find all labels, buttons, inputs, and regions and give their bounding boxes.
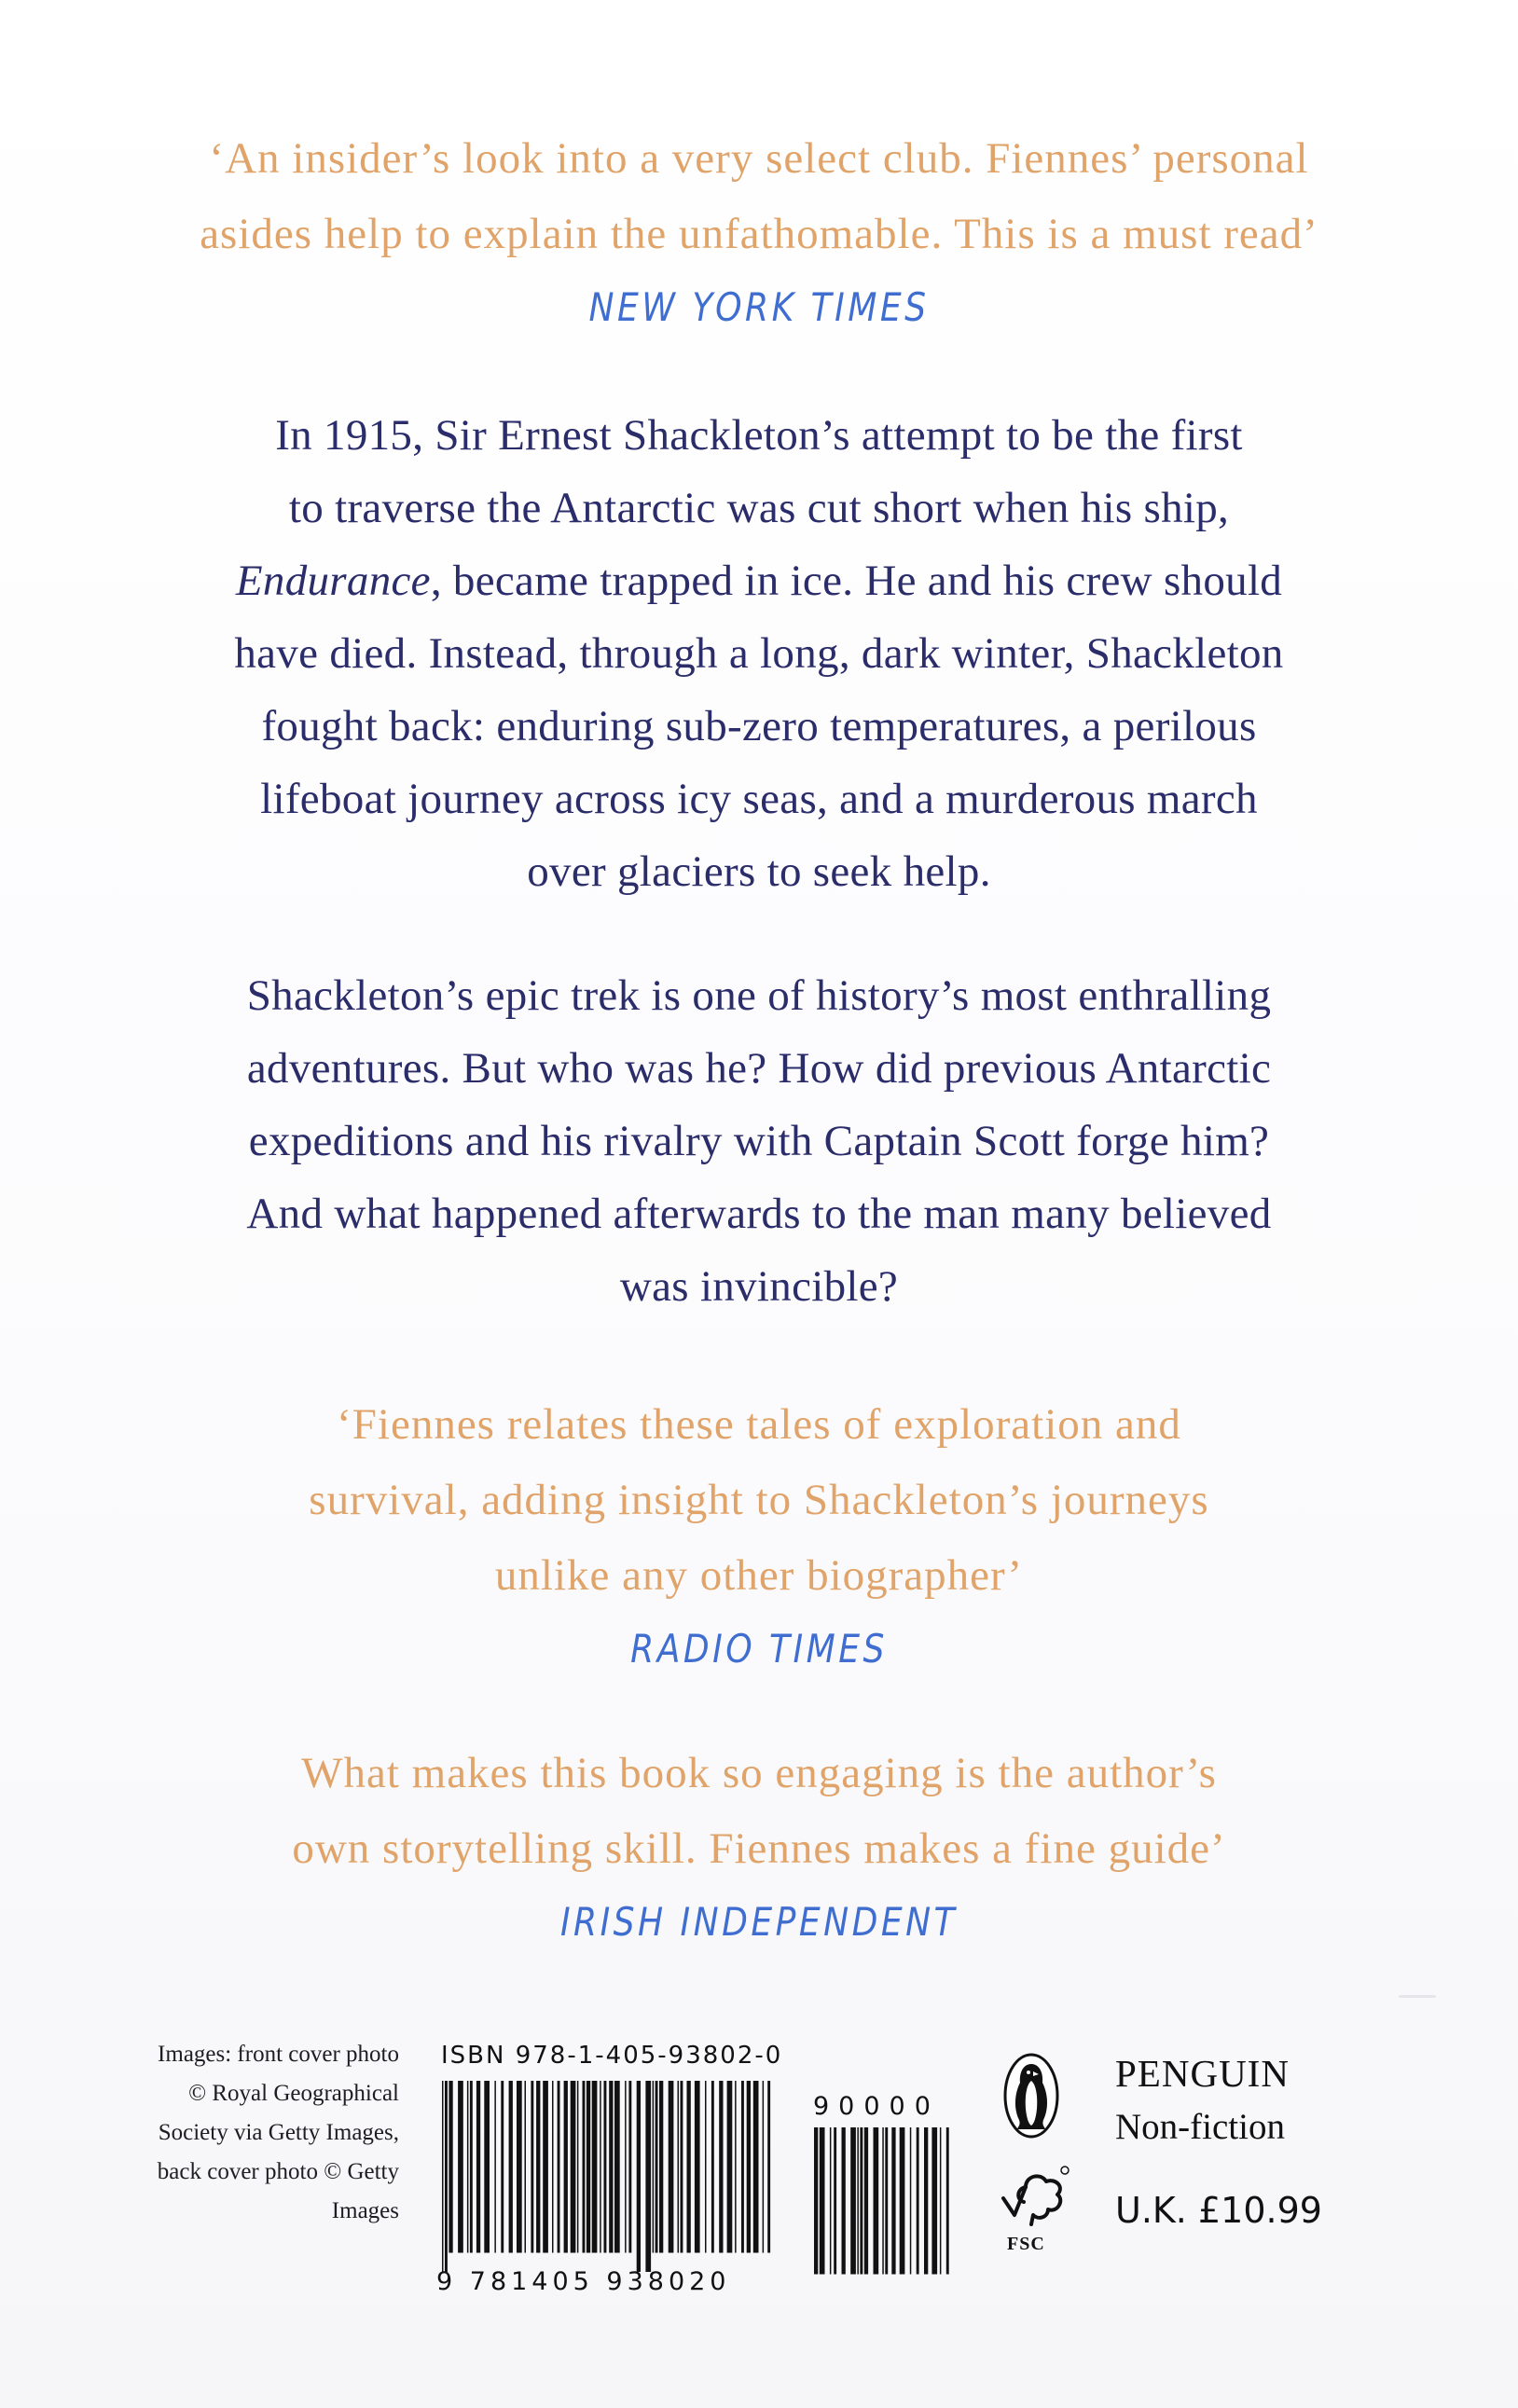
barcode-bar (442, 2081, 444, 2272)
barcode-bar (586, 2081, 590, 2253)
credit-line: Images (331, 2198, 399, 2223)
barcode-bar (484, 2081, 490, 2253)
barcode-bar (470, 2081, 473, 2253)
barcode-bar (448, 2081, 452, 2253)
barcode-bar (476, 2081, 480, 2253)
review-quote-nyt (0, 121, 1518, 343)
blurb-line: Shackleton’s epic trek is one of history’s most enthralling (246, 971, 1272, 1020)
barcode-bar (531, 2081, 533, 2253)
barcode-bar (494, 2081, 496, 2253)
barcode-bar (645, 2081, 651, 2272)
blurb-line: to traverse the Antarctic was cut short when his ship, (288, 484, 1230, 532)
blurb-line: In 1915, Sir Ernest Shackleton’s attempt to be the first (275, 411, 1243, 460)
fsc-label: FSC (1007, 2234, 1045, 2254)
quote-source: NEW YORK TIMES (588, 284, 930, 330)
barcode-bar (940, 2127, 942, 2275)
ship-name: Endurance (235, 557, 431, 605)
blurb-paragraph-2 (0, 959, 1518, 1323)
barcode-bar (753, 2081, 759, 2253)
barcode-bar (501, 2081, 504, 2253)
blurb-line: have died. Instead, through a long, dark winter, Shackleton (234, 629, 1284, 678)
barcode-bar (727, 2081, 733, 2253)
credit-line: © Royal Geographical (188, 2081, 399, 2106)
barcode-bar (659, 2081, 663, 2253)
barcode-bar (558, 2081, 560, 2253)
publisher-name: PENGUIN (1115, 2052, 1290, 2095)
barcode-bar (850, 2127, 856, 2275)
blurb-line: was invincible? (619, 1262, 899, 1311)
penguin-logo-icon (1002, 2053, 1060, 2139)
barcode-bar (678, 2081, 680, 2253)
barcode-bar (711, 2081, 714, 2253)
barcode-bar (874, 2127, 879, 2275)
blurb-line: And what happened afterwards to the man many believed (246, 1190, 1272, 1238)
blurb-line (0, 544, 1518, 617)
book-category: Non-fiction (1115, 2107, 1285, 2147)
barcode-bar (681, 2081, 683, 2253)
isbn-barcode (438, 2081, 774, 2272)
credit-line: Society via Getty Images, (158, 2120, 399, 2145)
barcode-bar (552, 2081, 554, 2253)
barcode-bar (891, 2127, 895, 2275)
barcode-bar (445, 2081, 448, 2272)
credit-line: back cover photo © Getty (157, 2159, 399, 2184)
barcode-bar (614, 2081, 620, 2253)
barcode-bar (834, 2127, 836, 2275)
blurb-line: lifeboat journey across icy seas, and a murderous march (260, 775, 1258, 823)
blurb-line: over glaciers to seek help. (527, 847, 991, 896)
isbn-label: ISBN 978-1-405-93802-0 (441, 2042, 783, 2070)
blurb-line: adventures. But who was he? How did previous Antarctic (246, 1044, 1272, 1093)
cover-scuff-mark (1399, 1995, 1436, 1998)
barcode-bar (669, 2081, 674, 2253)
barcode-bar (609, 2081, 613, 2253)
barcode-bar (763, 2081, 765, 2253)
barcode-digits: 9 781405 938020 (436, 2267, 731, 2296)
quote-source: RADIO TIMES (630, 1626, 888, 1672)
blurb-line: fought back: enduring sub-zero temperatures, a perilous (261, 702, 1257, 750)
barcode-bar (842, 2127, 846, 2275)
price-code-digits: 90000 (813, 2092, 940, 2121)
barcode-bar (577, 2081, 579, 2253)
barcode-bar (864, 2127, 868, 2275)
barcode-bar (536, 2081, 540, 2253)
barcode-bar (820, 2127, 825, 2275)
barcode-bar (705, 2081, 707, 2253)
barcode-bar (637, 2081, 641, 2272)
barcode-bar (525, 2081, 527, 2253)
barcode-bar (517, 2081, 522, 2253)
quote-line: unlike any other biographer’ (494, 1551, 1024, 1600)
barcode-bar (747, 2081, 751, 2253)
barcode-bar (509, 2081, 513, 2253)
quote-line: asides help to explain the unfathomable. This is a must read’ (200, 210, 1318, 258)
book-price: U.K. £10.99 (1115, 2190, 1322, 2231)
review-quote-irish-independent (0, 1736, 1518, 1958)
blurb-line: expeditions and his rivalry with Captain Scott forge him? (248, 1117, 1270, 1165)
quote-line: What makes this book so engaging is the author’s (301, 1749, 1217, 1797)
barcode-bar (741, 2081, 744, 2253)
barcode-bar (653, 2081, 655, 2253)
barcode-bar (924, 2127, 928, 2275)
barcode-bar (695, 2081, 700, 2253)
blurb-paragraph-1 (0, 399, 1518, 908)
review-quote-radio-times (0, 1387, 1518, 1685)
barcode-bar (625, 2081, 627, 2253)
barcode-bar (814, 2127, 818, 2275)
quote-line: own storytelling skill. Fiennes makes a fine guide’ (292, 1824, 1226, 1873)
barcode-bar (604, 2081, 607, 2253)
barcode-bar (857, 2127, 859, 2275)
credit-line: Images: front cover photo (158, 2042, 399, 2067)
fsc-tree-icon (998, 2163, 1070, 2228)
barcode-bar (656, 2081, 658, 2253)
barcode-bar (917, 2127, 919, 2275)
barcode-bar (592, 2081, 598, 2253)
barcode-bar (932, 2127, 937, 2275)
barcode-bar (564, 2081, 568, 2253)
quote-source: IRISH INDEPENDENT (559, 1899, 959, 1945)
quote-line: ‘Fiennes relates these tales of exploration and (337, 1400, 1181, 1449)
barcode-bar (830, 2127, 832, 2275)
barcode-bar (910, 2127, 912, 2275)
barcode-bar (467, 2081, 469, 2253)
barcode-bar (946, 2127, 949, 2275)
barcode-bar (600, 2081, 601, 2253)
barcode-bar (543, 2081, 548, 2253)
barcode-bar (687, 2081, 691, 2253)
barcode-bar (900, 2127, 905, 2275)
barcode-bar (571, 2081, 576, 2253)
image-credits (37, 2035, 399, 2231)
blurb-line-rest: , became trapped in ice. He and his crew should (430, 557, 1283, 605)
barcode-bar (458, 2081, 463, 2253)
barcode-bar (767, 2081, 770, 2253)
barcode-bar (885, 2127, 888, 2275)
quote-line: survival, adding insight to Shackleton’s journeys (309, 1476, 1209, 1524)
barcode-bar (583, 2081, 586, 2253)
barcode-bar (628, 2081, 631, 2253)
quote-line: ‘An insider’s look into a very select club. Fiennes’ personal (209, 134, 1309, 183)
price-addon-barcode (810, 2127, 950, 2291)
barcode-bar (735, 2081, 737, 2253)
barcode-bar (719, 2081, 723, 2253)
barcode-bar (860, 2127, 862, 2275)
barcode-bar (882, 2127, 884, 2275)
